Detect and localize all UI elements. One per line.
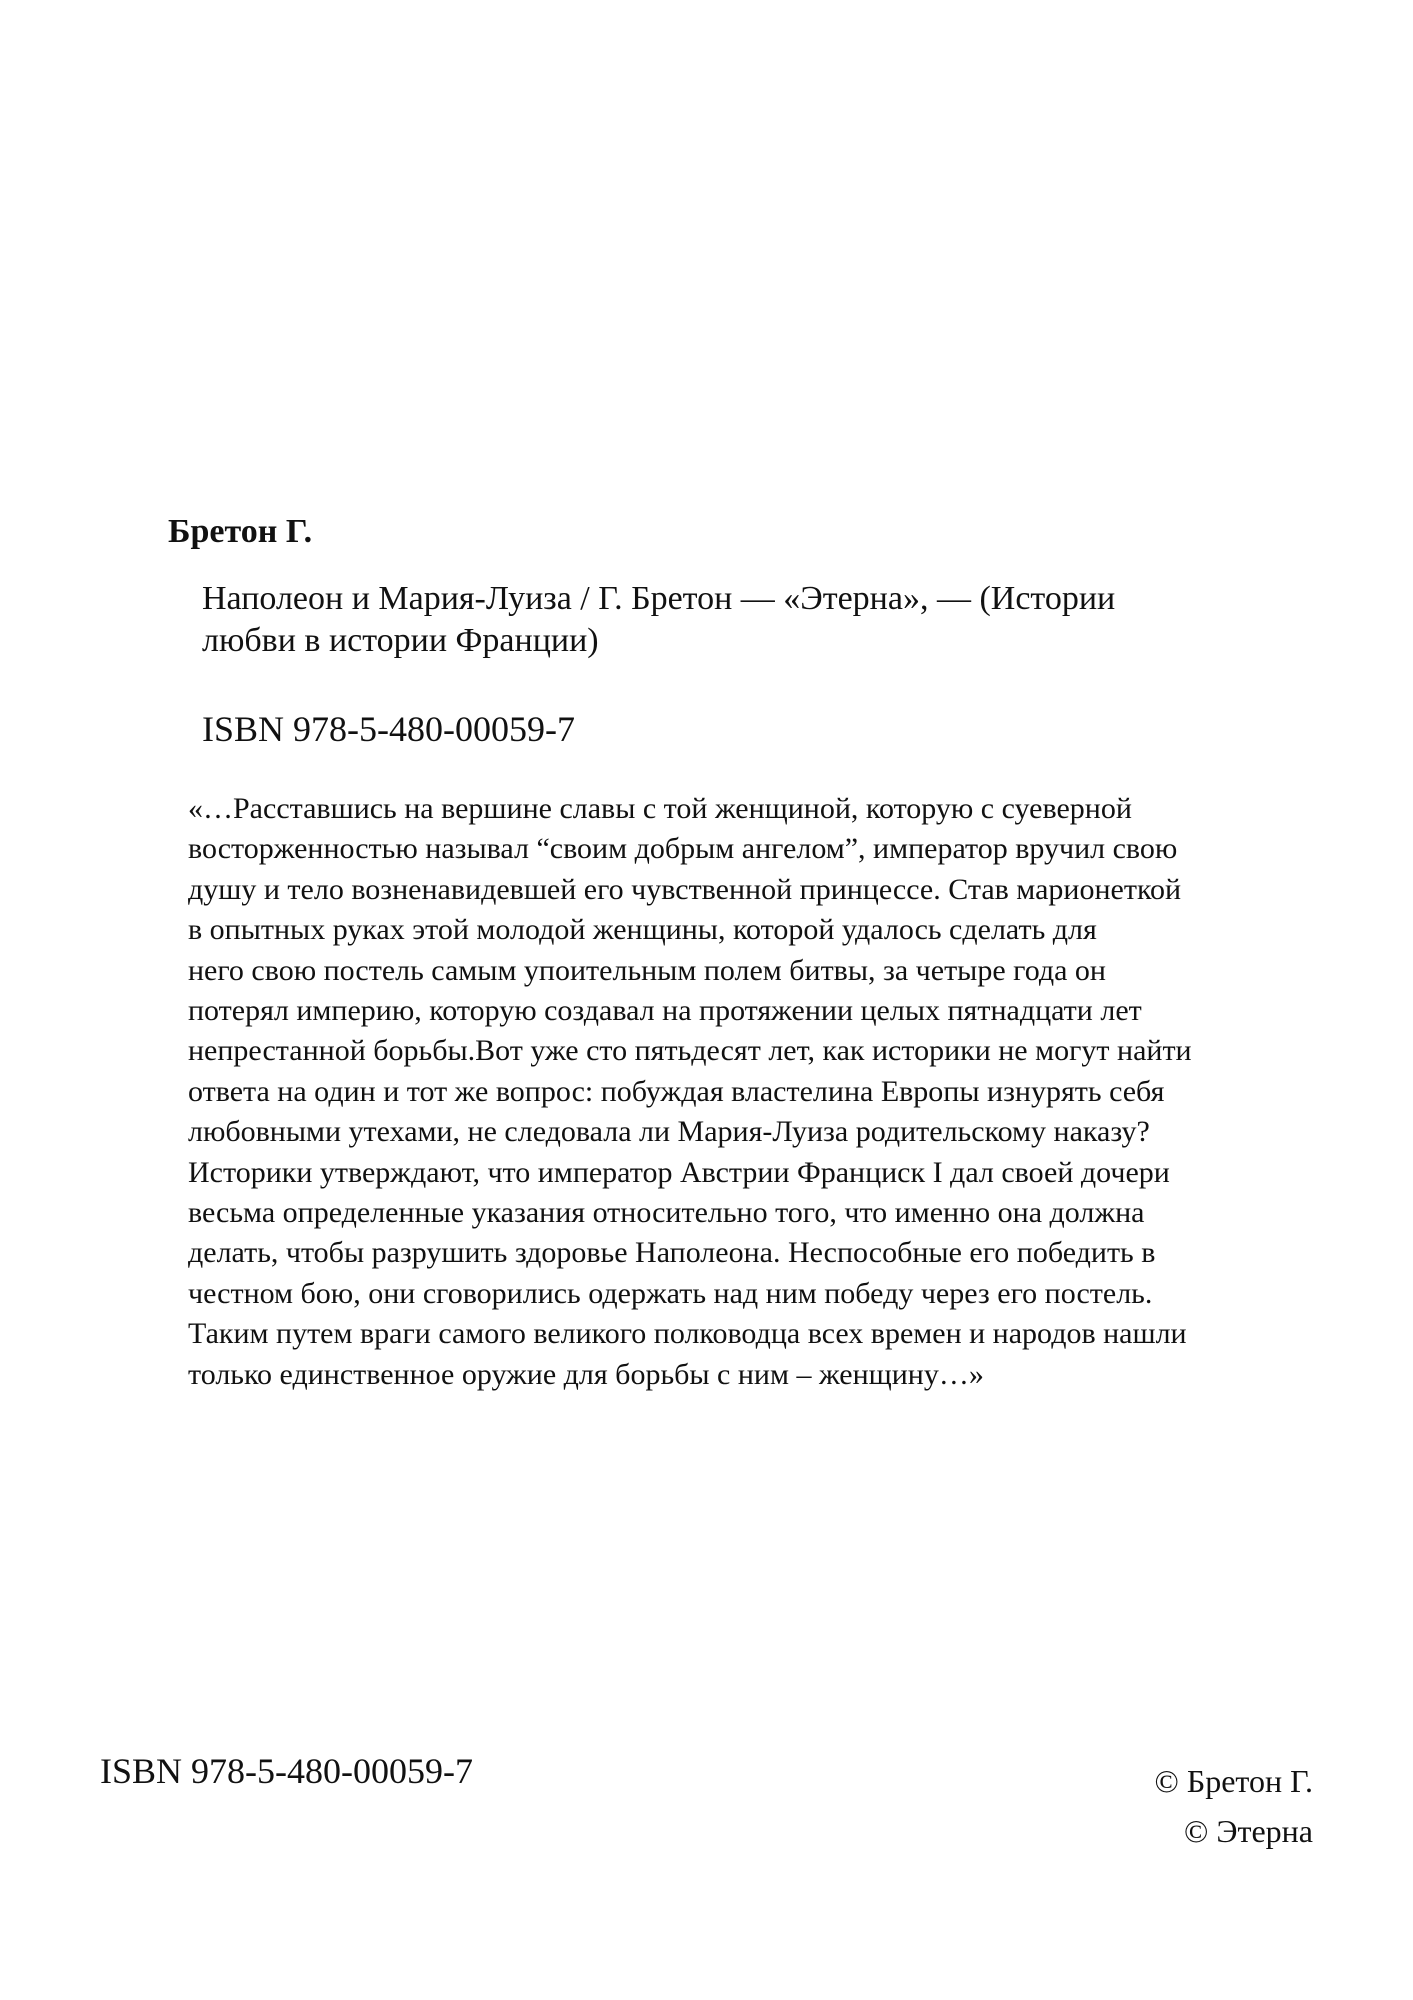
annotation-line: Историки утверждают, что император Австрии Франциск I дал своей дочери [188, 1155, 1170, 1189]
annotation-line: потерял империю, которую создавал на протяжении целых пятнадцати лет [188, 994, 1142, 1028]
isbn-record: ISBN 978-5-480-00059-7 [202, 709, 575, 749]
annotation-line: делать, чтобы разрушить здоровье Наполеона. Неспособные его победить в [188, 1236, 1156, 1270]
bibliographic-line: Наполеон и Мария-Луиза / Г. Бретон — «Этерна», — (Истории [202, 580, 1116, 617]
author-heading: Бретон Г. [168, 513, 313, 550]
copyright-publisher: © Этерна [1184, 1813, 1313, 1849]
annotation-line: честном бою, они сговорились одержать над ним победу через его постель. [188, 1276, 1153, 1310]
annotation-line: восторженностью называл “своим добрым ангелом”, император вручил свою [188, 832, 1178, 866]
annotation-line: любовными утехами, не следовала ли Мария-Луиза родительскому наказу? [188, 1115, 1150, 1149]
bibliographic-record [202, 578, 1262, 662]
annotation-line: душу и тело возненавидевшей его чувственной принцессе. Став марионеткой [188, 872, 1182, 906]
copyright-notices [1155, 1756, 1313, 1856]
annotation-line: «…Расставшись на вершине славы с той женщиной, которую с суеверной [188, 792, 1132, 825]
annotation-line: весьма определенные указания относительно того, что именно она должна [188, 1196, 1145, 1230]
footer-isbn: ISBN 978-5-480-00059-7 [100, 1751, 473, 1791]
annotation-line: Таким путем враги самого великого полководца всех времен и народов нашли [188, 1317, 1187, 1351]
annotation-line: него свою постель самым упоительным полем битвы, за четыре года он [188, 953, 1106, 987]
annotation-text [188, 789, 1308, 1395]
copyright-author: © Бретон Г. [1154, 1763, 1313, 1799]
annotation-line: ответа на один и тот же вопрос: побуждая властелина Европы изнурять себя [188, 1074, 1165, 1108]
bibliographic-line: любви в истории Франции) [202, 622, 599, 659]
annotation-line: только единственное оружие для борьбы с ним – женщину…» [188, 1357, 984, 1391]
annotation-line: непрестанной борьбы.Вот уже сто пятьдесят лет, как историки не могут найти [188, 1034, 1192, 1068]
annotation-line: в опытных руках этой молодой женщины, которой удалось сделать для [188, 913, 1097, 947]
